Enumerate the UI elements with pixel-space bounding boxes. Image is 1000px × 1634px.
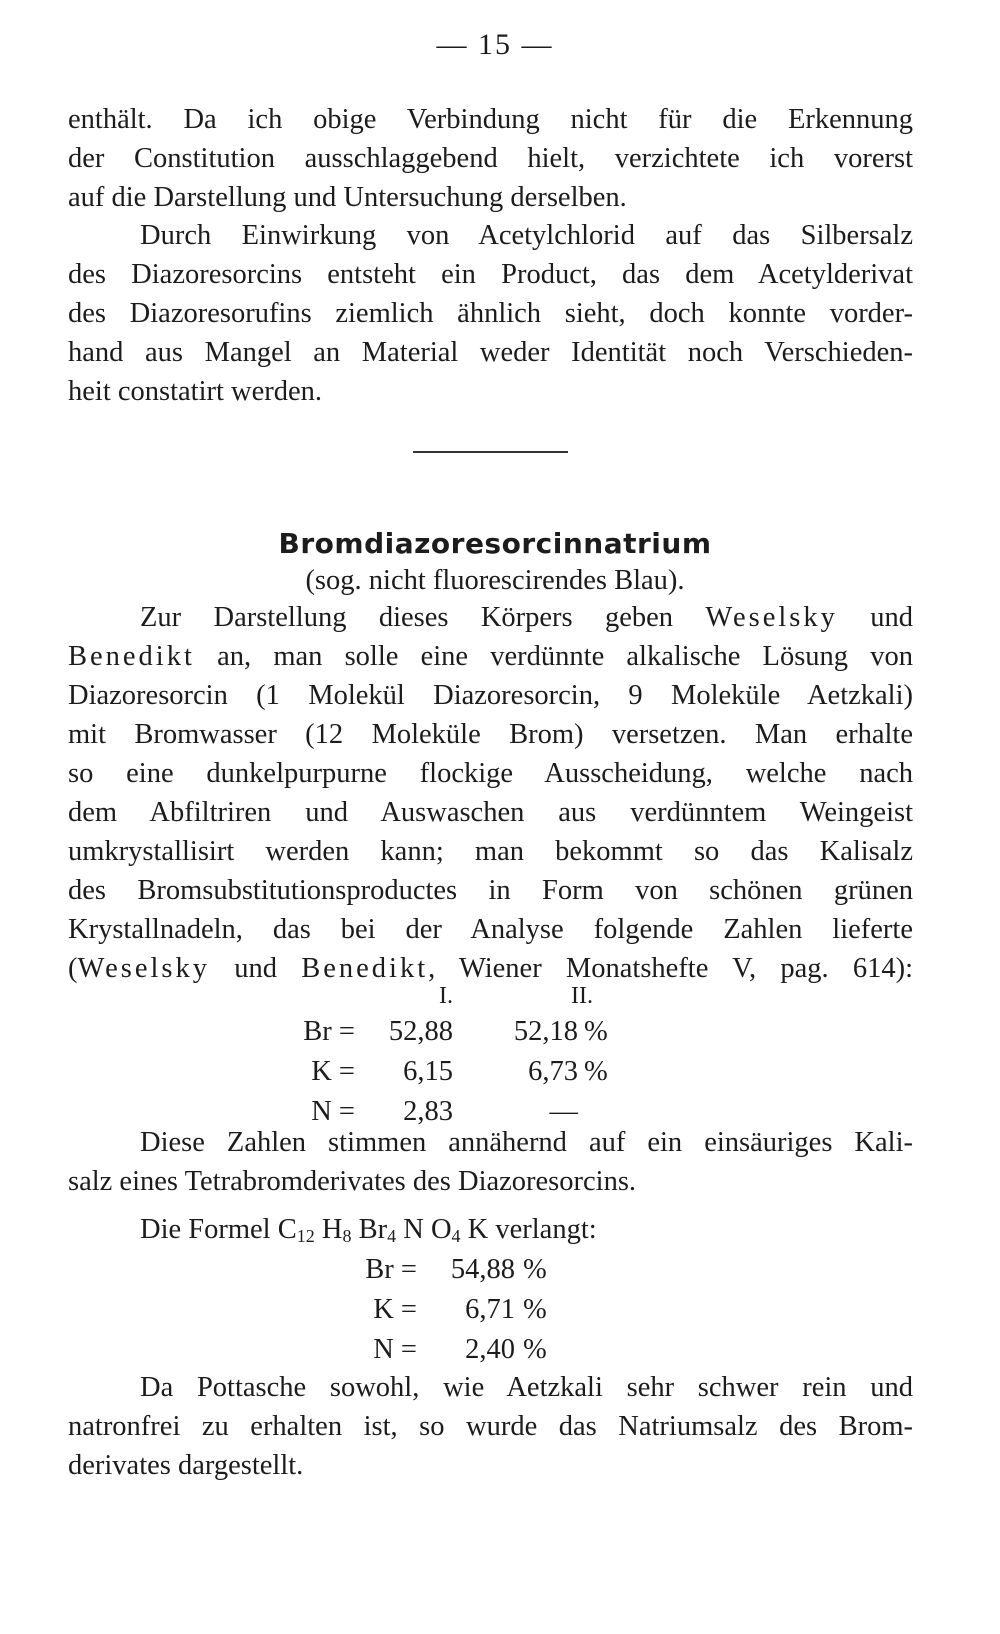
text-line: auf die Darstellung und Untersuchung derselben. [68, 182, 627, 213]
paragraph-4 [68, 1123, 913, 1201]
text-line: Krystallnadeln, das bei der Analyse folgende Zahlen lieferte [68, 914, 913, 945]
text-line: Durch Einwirkung von Acetylchlorid auf das Silbersalz [140, 220, 913, 251]
paragraph-3 [68, 598, 913, 988]
author-name: Benedikt [68, 641, 195, 672]
text-line: derivates dargestellt. [68, 1450, 304, 1481]
percent-sign: % [523, 1294, 547, 1325]
page-number: — 15 — [436, 28, 554, 61]
author-name: Weselsky [77, 953, 211, 984]
paragraph-2 [68, 216, 913, 411]
text-line: salz eines Tetrabromderivates des Diazoresorcins. [68, 1166, 637, 1197]
analysis-table [240, 980, 635, 1132]
table-row: K = 6,71 % [302, 1290, 547, 1330]
calculated-table [302, 1250, 547, 1370]
author-name: Benedikt [301, 953, 429, 984]
text-line: so eine dunkelpurpurne flockige Ausscheidung, welche nach [68, 758, 913, 789]
author-name: Weselsky [705, 602, 838, 633]
table-row: N = 2,40 % [302, 1330, 547, 1370]
text-line: Diazoresorcin (1 Molekül Diazoresorcin, 9 Moleküle Aetzkali) [68, 680, 913, 711]
paragraph-5 [68, 1368, 913, 1485]
text-line: Zur Darstellung dieses Körpers geben Weselsky und [140, 602, 914, 633]
text-line: der Constitution ausschlaggebend hielt, verzichtete ich vorerst [68, 143, 913, 174]
percent-sign: % [523, 1334, 547, 1365]
text-line: dem Abfiltriren und Auswaschen aus verdünntem Weingeist [68, 797, 913, 828]
text-line: des Diazoresorcins entsteht ein Product, das dem Acetylderivat [68, 259, 913, 290]
section-subtitle: (sog. nicht fluorescirendes Blau). [305, 565, 685, 596]
text-line: des Bromsubstitutionsproductes in Form von schönen grünen [68, 875, 913, 906]
column-header: II. [571, 983, 593, 1009]
text-line: umkrystallisirt werden kann; man bekommt so das Kalisalz [68, 836, 913, 867]
section-divider [413, 451, 568, 453]
formula-line: Die Formel $C_{12}$ $H_8$ $Br_4$ N $O_4$ K verlangt: [140, 1214, 597, 1246]
table-row: N = 2,83 — [311, 1096, 578, 1127]
section-title: Bromdiazoresorcinnatrium [278, 527, 712, 560]
text-line: des Diazoresorufins ziemlich ähnlich sieht, doch konnte vorder- [68, 298, 913, 329]
percent-sign: % [523, 1254, 547, 1285]
text-line: hand aus Mangel an Material weder Identität noch Verschieden- [68, 337, 913, 368]
text-line: natronfrei zu erhalten ist, so wurde das Natriumsalz des Brom- [68, 1411, 913, 1442]
text-line: (Weselsky und Benedikt, Wiener Monatshefte V, pag. 614): [68, 953, 913, 984]
text-line: Diese Zahlen stimmen annähernd auf ein einsäuriges Kali- [140, 1127, 913, 1158]
percent-sign: % [584, 1056, 608, 1087]
table-row: Br = 52,88 52,18 % [240, 1012, 635, 1052]
text-line: Da Pottasche sowohl, wie Aetzkali sehr schwer rein und [140, 1372, 913, 1403]
paragraph-1 [68, 100, 913, 217]
text-line: mit Bromwasser (12 Moleküle Brom) versetzen. Man erhalte [68, 719, 913, 750]
text-line: Benedikt an, man solle eine verdünnte alkalische Lösung von [68, 641, 913, 672]
text-line: heit constatirt werden. [68, 376, 323, 407]
table-row: K = 6,15 6,73 % [240, 1052, 635, 1092]
analysis-table-header [240, 980, 635, 1012]
table-row: Br = 54,88 % [302, 1250, 547, 1290]
column-header: I. [439, 983, 453, 1009]
text-line: enthält. Da ich obige Verbindung nicht für die Erkennung [68, 104, 913, 135]
percent-sign: % [584, 1016, 608, 1047]
